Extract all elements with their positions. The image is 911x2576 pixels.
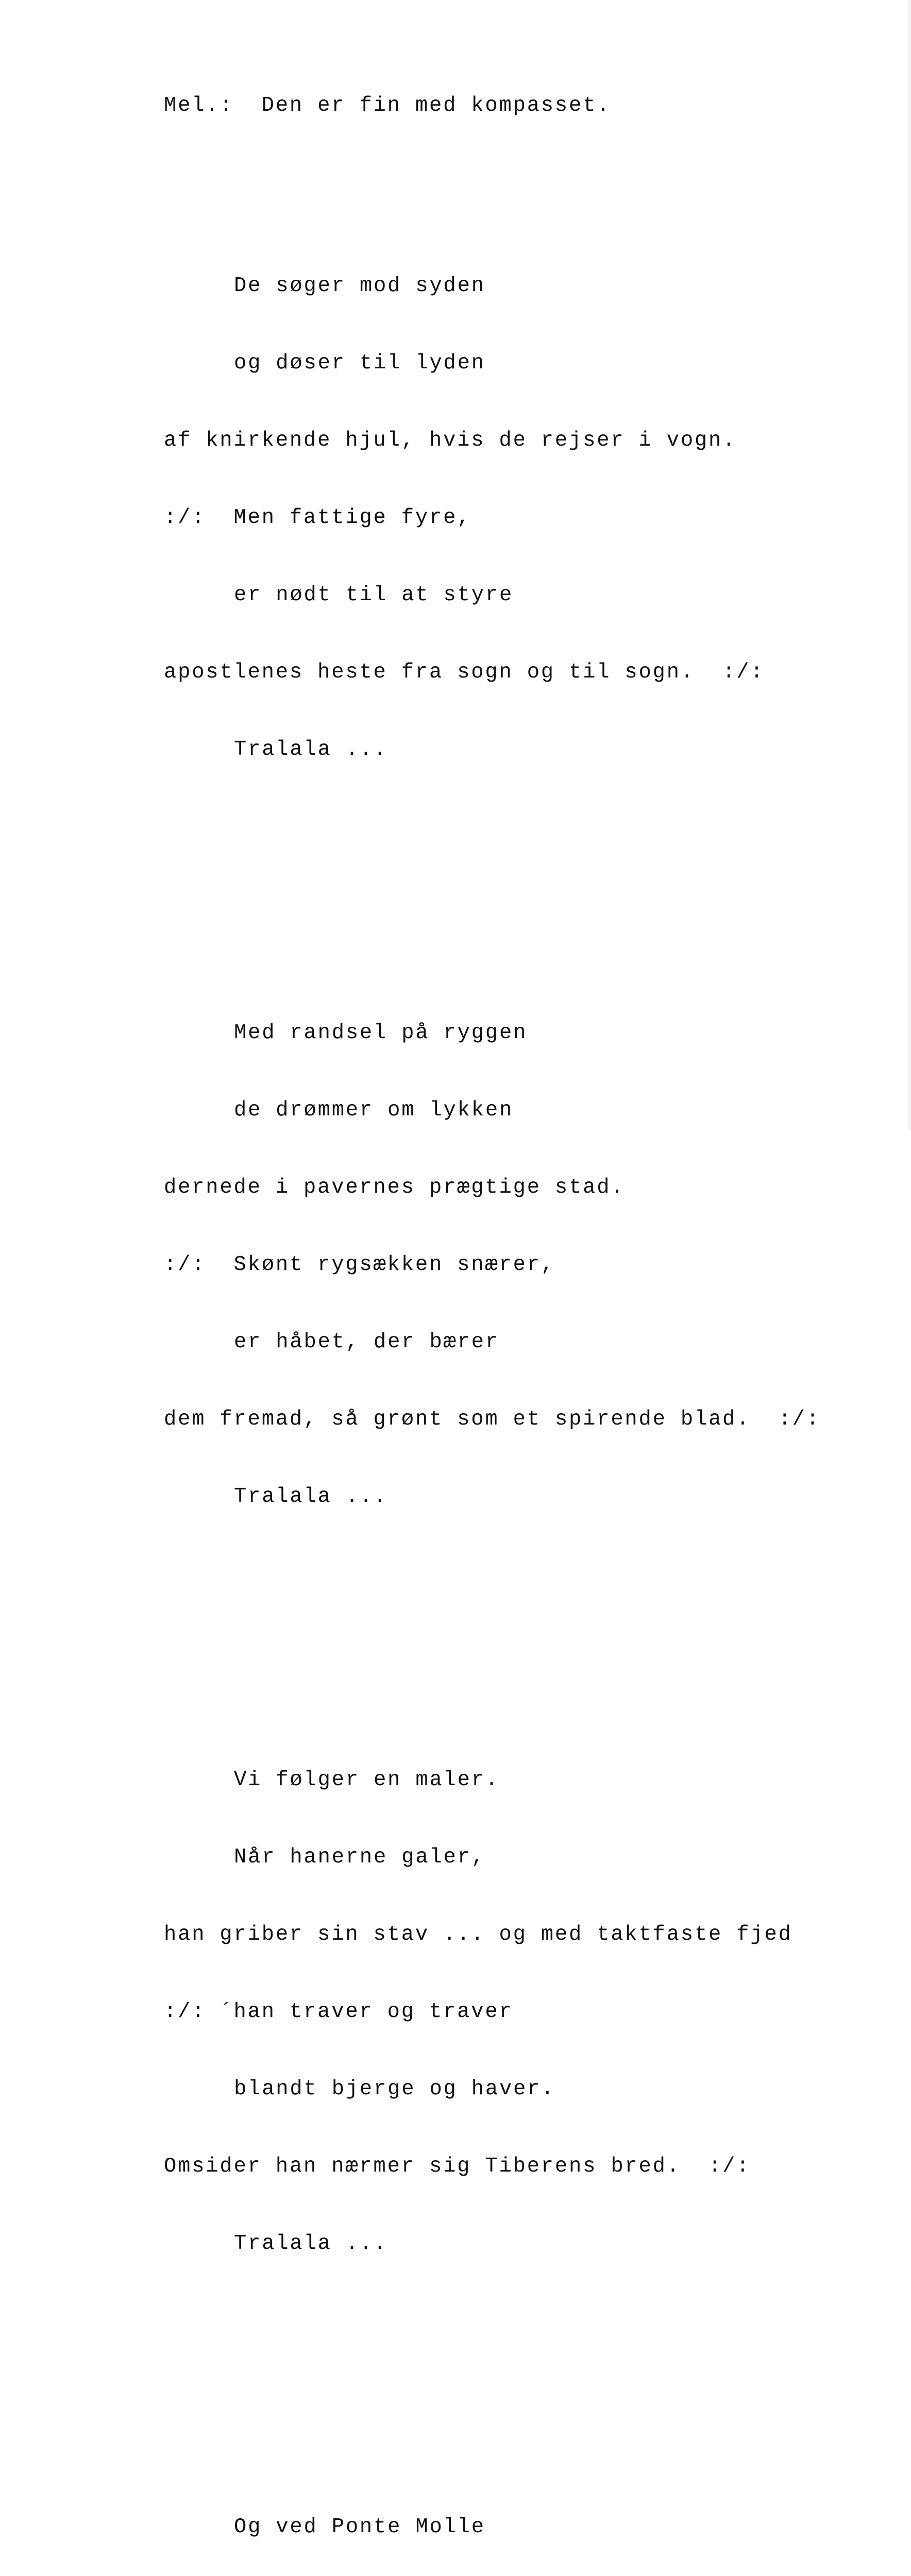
stanza-gap [164, 866, 820, 891]
verse-line: Med randsel på ryggen [234, 1021, 528, 1045]
verse-line: er nødt til at styre [234, 583, 514, 607]
verse-1 [164, 222, 820, 814]
verse-line: De søger mod syden [234, 274, 485, 298]
refrain-line: Tralala ... [234, 738, 388, 761]
verse-line: Og ved Ponte Molle [234, 2515, 485, 2539]
refrain-line: Tralala ... [234, 1485, 388, 1509]
verse-line: Når hanerne galer, [234, 1845, 485, 1869]
verse-line: af knirkende hjul, hvis de rejser i vogn. [164, 429, 737, 452]
verse-3 [164, 1716, 820, 2308]
verse-line: apostlenes heste fra sogn og til sogn. :/: [164, 660, 765, 684]
verse-line: :/: ´han traver og traver [164, 2000, 513, 2024]
verse-4 [164, 2463, 820, 2576]
verse-line: og døser til lyden [234, 351, 485, 375]
verse-2 [164, 969, 820, 1561]
verse-line: :/: Men fattige fyre, [164, 506, 471, 530]
verse-line: :/: Skønt rygsækken snærer, [164, 1253, 555, 1277]
verse-line: dem fremad, så grønt som et spirende blad. :/: [164, 1408, 820, 1431]
stanza-gap [164, 2360, 820, 2385]
verse-line: dernede i pavernes prægtige stad. [164, 1176, 625, 1199]
stanza-gap [164, 1613, 820, 1638]
paper-edge [908, 0, 911, 1130]
verse-line: de drømmer om lykken [234, 1098, 514, 1122]
verse-line: er håbet, der bærer [234, 1330, 499, 1354]
melody-line: Mel.: Den er fin med kompasset. [164, 94, 611, 117]
verse-line: blandt bjerge og haver. [234, 2077, 555, 2101]
verse-line: Omsider han nærmer sig Tiberens bred. :/: [164, 2155, 751, 2178]
refrain-line: Tralala ... [234, 2232, 388, 2256]
verse-line: Vi følger en maler. [234, 1768, 499, 1792]
verse-line: han griber sin stav ... og med taktfaste fjed [164, 1923, 792, 1946]
song-text [164, 41, 820, 2576]
